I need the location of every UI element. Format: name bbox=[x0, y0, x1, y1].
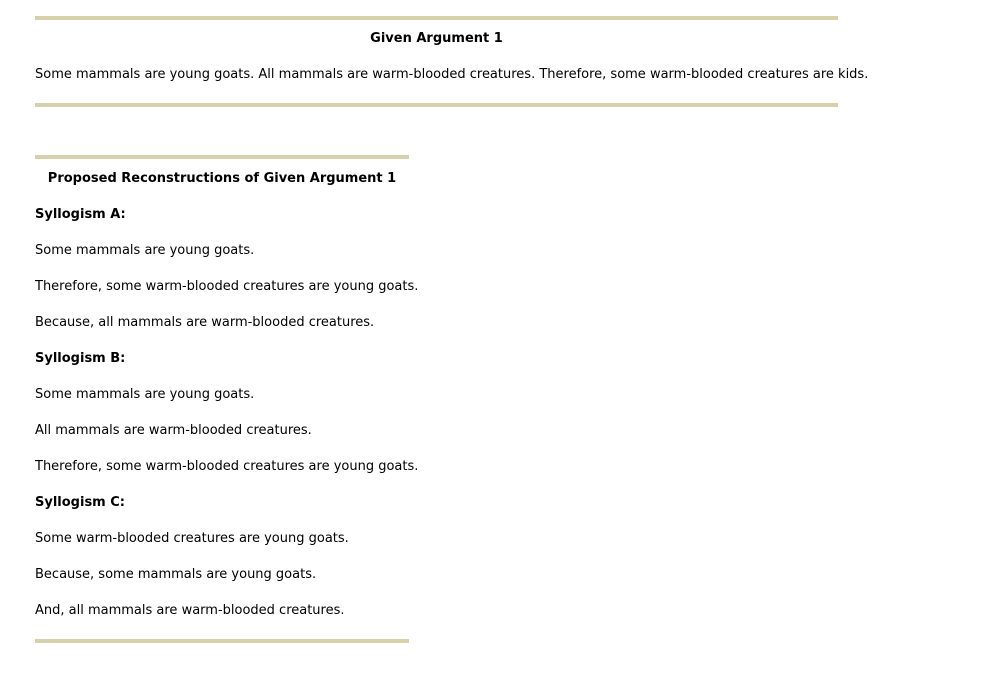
syllogism-c-line-3: And, all mammals are warm-blooded creatures. bbox=[35, 603, 345, 618]
syllogism-a-heading: Syllogism A: bbox=[35, 207, 126, 222]
syllogism-a-line-2: Therefore, some warm-blooded creatures are young goats. bbox=[35, 279, 419, 294]
given-argument-title: Given Argument 1 bbox=[370, 31, 503, 46]
given-argument-text: Some mammals are young goats. All mammals are warm-blooded creatures. Therefore, some warm-blooded creatures are kids. bbox=[35, 67, 869, 82]
syllogism-c-heading: Syllogism C: bbox=[35, 495, 125, 510]
syllogism-b-line-2: All mammals are warm-blooded creatures. bbox=[35, 423, 312, 438]
syllogism-b-line-3: Therefore, some warm-blooded creatures are young goats. bbox=[35, 459, 419, 474]
syllogism-b-line-1: Some mammals are young goats. bbox=[35, 387, 255, 402]
given-bottom-rule bbox=[35, 103, 838, 107]
syllogism-a-line-3: Because, all mammals are warm-blooded creatures. bbox=[35, 315, 375, 330]
proposed-top-rule bbox=[35, 155, 409, 159]
syllogism-c-line-2: Because, some mammals are young goats. bbox=[35, 567, 317, 582]
given-top-rule bbox=[35, 16, 838, 20]
syllogism-c-line-1: Some warm-blooded creatures are young goats. bbox=[35, 531, 349, 546]
proposed-reconstructions-title: Proposed Reconstructions of Given Argument 1 bbox=[47, 171, 397, 186]
proposed-bottom-rule bbox=[35, 639, 409, 643]
syllogism-a-line-1: Some mammals are young goats. bbox=[35, 243, 255, 258]
syllogism-b-heading: Syllogism B: bbox=[35, 351, 126, 366]
